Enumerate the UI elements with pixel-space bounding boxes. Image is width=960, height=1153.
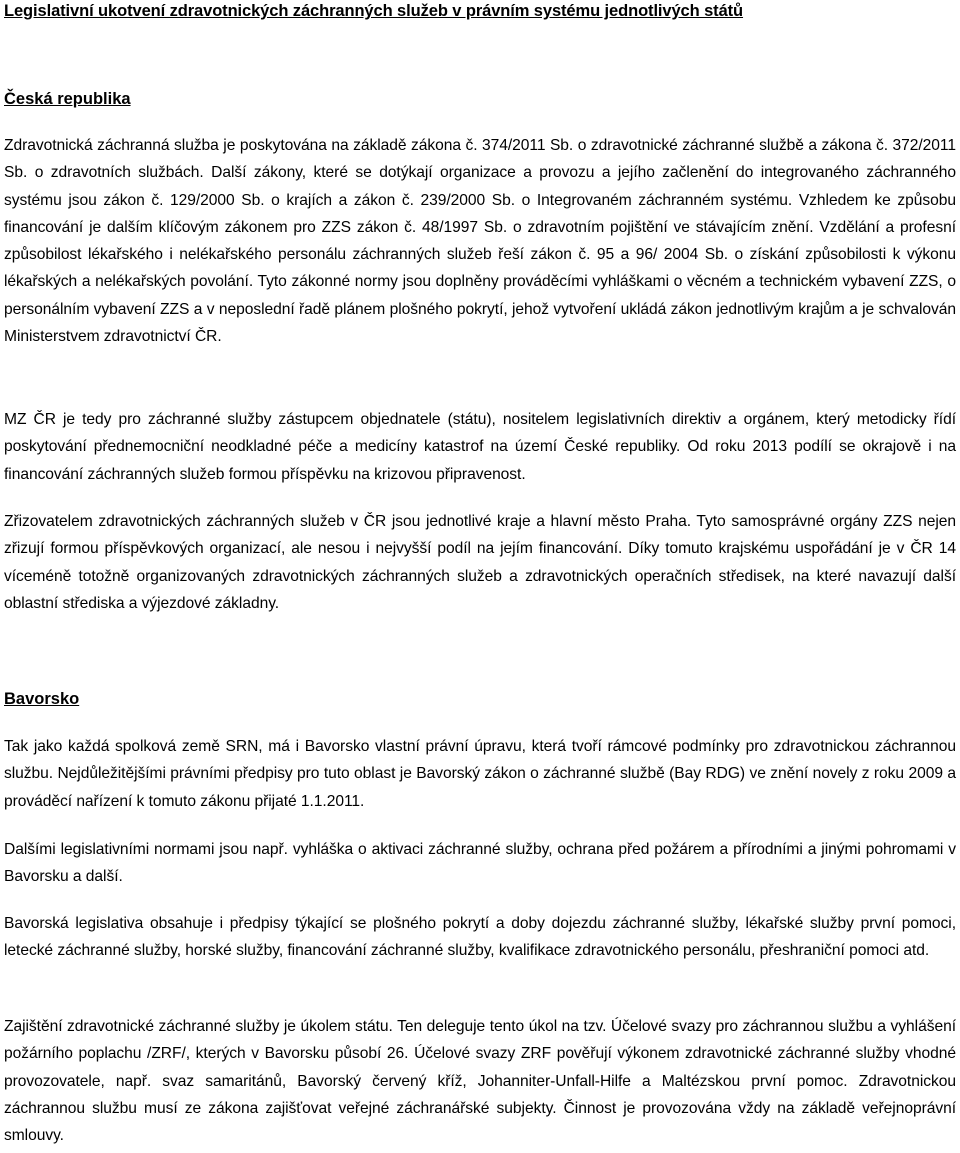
paragraph-by-4: Zajištění zdravotnické záchranné služby je úkolem státu. Ten deleguje tento úkol na tzv. Účelové svazy pro záchrannou službu a vyhlášení požárního poplachu /ZRF/, kterých v Bavorsku působí 26. Účelové svazy ZRF pověřují výkonem zdravotnické záchranné služby vhodné provozovatele, např. svaz samaritánů, Bavorský červený kříž, Johanniter-Unfall-Hilfe a Maltézskou první pomoc. Zdravotnickou záchrannou službu musí ze zákona zajišťovat veřejné záchranářské subjekty. Činnost je provozována vždy na základě veřejnoprávní smlouvy. (4, 1018, 956, 1145)
section-heading-ceska-republika: Česká republika (4, 90, 131, 108)
document-title: Legislativní ukotvení zdravotnických záchranných služeb v právním systému jednotlivých států (4, 2, 744, 20)
paragraph-by-1: Tak jako každá spolková země SRN, má i Bavorsko vlastní právní úpravu, která tvoří rámcové podmínky pro zdravotnickou záchrannou službu. Nejdůležitějšími právními předpisy pro tuto oblast je Bavorský zákon o záchranné službě (Bay RDG) ve znění novely z roku 2009 a prováděcí nařízení k tomuto zákonu přijaté 1.1.2011. (4, 738, 956, 810)
section-heading-bavorsko: Bavorsko (4, 690, 80, 708)
paragraph-by-2: Dalšími legislativními normami jsou např. vyhláška o aktivaci záchranné služby, ochrana před požárem a přírodními a jinými pohromami v Bavorsku a další. (4, 841, 956, 886)
paragraph-cr-1: Zdravotnická záchranná služba je poskytována na základě zákona č. 374/2011 Sb. o zdravotnické záchranné službě a zákona č. 372/2011 Sb. o zdravotních službách. Další zákony, které se dotýkají organizace a provozu a jejího začlenění do integrovaného záchranného systému jsou zákon č. 129/2000 Sb. o krajích a zákon č. 239/2000 Sb. o Integrovaném záchranném systému. Vzhledem ke způsobu financování je dalším klíčovým zákonem pro ZZS zákon č. 48/1997 Sb. o zdravotním pojištění ve stávajícím znění. Vzdělání a profesní způsobilost lékařského i nelékařského personálu záchranných služeb řeší zákon č. 95 a 96/ 2004 Sb. o získání způsobilosti k výkonu lékařských a nelékařských povolání. Tyto zákonné normy jsou doplněny prováděcími vyhláškami o věcném a technickém vybavení ZZS, o personálním vybavení ZZS a v neposlední řadě plánem plošného pokrytí, jehož vytvoření ukládá zákon jednotlivým krajům a je schvalován Ministerstvem zdravotnictví ČR. (4, 137, 956, 346)
paragraph-by-3: Bavorská legislativa obsahuje i předpisy týkající se plošného pokrytí a doby dojezdu záchranné služby, lékařské služby první pomoci, letecké záchranné služby, horské služby, financování záchranné služby, kvalifikace zdravotnického personálu, přeshraniční pomoci atd. (4, 915, 956, 960)
paragraph-cr-2: MZ ČR je tedy pro záchranné služby zástupcem objednatele (státu), nositelem legislativních direktiv a orgánem, který metodicky řídí poskytování přednemocniční neodkladné péče a medicíny katastrof na území České republiky. Od roku 2013 podílí se okrajově i na financování záchranných služeb formou příspěvku na krizovou připravenost. (4, 411, 956, 483)
paragraph-cr-3: Zřizovatelem zdravotnických záchranných služeb v ČR jsou jednotlivé kraje a hlavní město Praha. Tyto samosprávné orgány ZZS nejen zřizují formou příspěvkových organizací, ale nesou i nejvyšší podíl na jejím financování. Díky tomuto krajskému uspořádání je v ČR 14 víceméně totožně organizovaných zdravotnických záchranných služeb a zdravotnických operačních středisek, na které navazují další oblastní střediska a výjezdové základny. (4, 513, 956, 612)
